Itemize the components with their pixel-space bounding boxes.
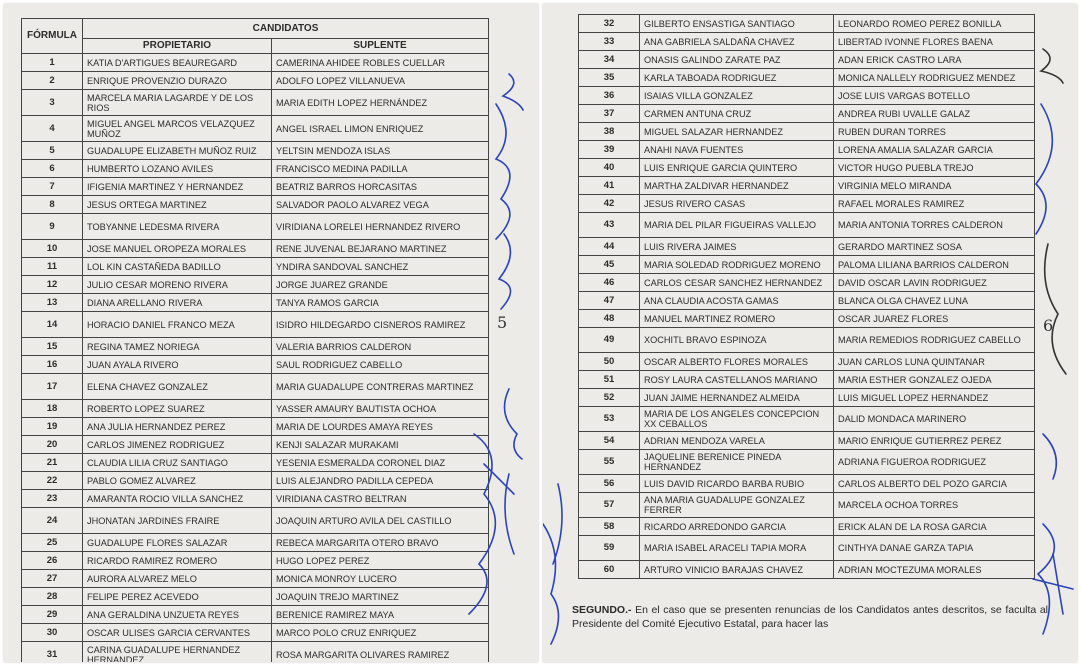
owner-name: ANA JULIA HERNANDEZ PEREZ — [83, 418, 272, 436]
substitute-name: MARIA GUADALUPE CONTRERAS MARTINEZ — [272, 374, 489, 400]
formula-number: 14 — [22, 312, 83, 338]
formula-number: 1 — [22, 54, 83, 72]
formula-number: 31 — [22, 642, 83, 663]
owner-name: AMARANTA ROCIO VILLA SANCHEZ — [83, 490, 272, 508]
substitute-name: TANYA RAMOS GARCIA — [272, 294, 489, 312]
substitute-name: ROSA MARGARITA OLIVARES RAMIREZ — [272, 642, 489, 663]
substitute-name: LIBERTAD IVONNE FLORES BAENA — [834, 33, 1035, 51]
substitute-name: RENE JUVENAL BEJARANO MARTINEZ — [272, 240, 489, 258]
owner-name: KATIA D'ARTIGUES BEAUREGARD — [83, 54, 272, 72]
substitute-name: JOAQUIN TREJO MARTINEZ — [272, 588, 489, 606]
substitute-name: MARIA DE LOURDES AMAYA REYES — [272, 418, 489, 436]
formula-number: 48 — [579, 310, 640, 328]
owner-name: CARLOS CESAR SANCHEZ HERNANDEZ — [640, 274, 834, 292]
substitute-name: JORGE JUAREZ GRANDE — [272, 276, 489, 294]
owner-name: FELIPE PEREZ ACEVEDO — [83, 588, 272, 606]
substitute-name: CINTHYA DANAE GARZA TAPIA — [834, 536, 1035, 561]
formula-number: 33 — [579, 33, 640, 51]
substitute-name: ADRIAN MOCTEZUMA MORALES — [834, 561, 1035, 579]
owner-name: MIGUEL SALAZAR HERNANDEZ — [640, 123, 834, 141]
owner-name: MARIA DE LOS ANGELES CONCEPCION XX CEBALLOS — [640, 407, 834, 432]
page-number: 6 — [1043, 316, 1054, 335]
formula-number: 26 — [22, 552, 83, 570]
substitute-name: ERICK ALAN DE LA ROSA GARCIA — [834, 518, 1035, 536]
formula-number: 22 — [22, 472, 83, 490]
formula-number: 13 — [22, 294, 83, 312]
substitute-name: PALOMA LILIANA BARRIOS CALDERON — [834, 256, 1035, 274]
formula-number: 6 — [22, 160, 83, 178]
substitute-name: JOAQUIN ARTURO AVILA DEL CASTILLO — [272, 508, 489, 534]
owner-name: MARIA DEL PILAR FIGUEIRAS VALLEJO — [640, 213, 834, 238]
owner-name: MARCELA MARIA LAGARDE Y DE LOS RIOS — [83, 90, 272, 116]
substitute-name: SALVADOR PAOLO ALVAREZ VEGA — [272, 196, 489, 214]
formula-number: 57 — [579, 493, 640, 518]
formula-number: 45 — [579, 256, 640, 274]
formula-number: 34 — [579, 51, 640, 69]
formula-number: 58 — [579, 518, 640, 536]
formula-number: 21 — [22, 454, 83, 472]
owner-name: MARIA ISABEL ARACELI TAPIA MORA — [640, 536, 834, 561]
owner-name: ENRIQUE PROVENZIO DURAZO — [83, 72, 272, 90]
formula-number: 7 — [22, 178, 83, 196]
owner-name: CARMEN ANTUNA CRUZ — [640, 105, 834, 123]
owner-name: CARLOS JIMENEZ RODRIGUEZ — [83, 436, 272, 454]
substitute-name: MONICA NALLELY RODRIGUEZ MENDEZ — [834, 69, 1035, 87]
formula-number: 54 — [579, 432, 640, 450]
substitute-name: ANGEL ISRAEL LIMON ENRIQUEZ — [272, 116, 489, 142]
owner-name: RICARDO ARREDONDO GARCIA — [640, 518, 834, 536]
formula-number: 17 — [22, 374, 83, 400]
formula-number: 3 — [22, 90, 83, 116]
formula-number: 20 — [22, 436, 83, 454]
substitute-name: JOSE LUIS VARGAS BOTELLO — [834, 87, 1035, 105]
owner-name: GUADALUPE ELIZABETH MUÑOZ RUIZ — [83, 142, 272, 160]
substitute-name: YASSER AMAURY BAUTISTA OCHOA — [272, 400, 489, 418]
formula-number: 27 — [22, 570, 83, 588]
owner-name: JAQUELINE BERENICE PINEDA HERNANDEZ — [640, 450, 834, 475]
substitute-name: VIRIDIANA CASTRO BELTRAN — [272, 490, 489, 508]
formula-number: 41 — [579, 177, 640, 195]
owner-name: DIANA ARELLANO RIVERA — [83, 294, 272, 312]
substitute-name: RUBEN DURAN TORRES — [834, 123, 1035, 141]
owner-name: ISAIAS VILLA GONZALEZ — [640, 87, 834, 105]
substitute-name: SAUL RODRIGUEZ CABELLO — [272, 356, 489, 374]
owner-name: OSCAR ULISES GARCIA CERVANTES — [83, 624, 272, 642]
formula-number: 35 — [579, 69, 640, 87]
substitute-name: ADRIANA FIGUEROA RODRIGUEZ — [834, 450, 1035, 475]
substitute-name: MARIO ENRIQUE GUTIERREZ PEREZ — [834, 432, 1035, 450]
substitute-name: MARIA ESTHER GONZALEZ OJEDA — [834, 371, 1035, 389]
owner-name: GUADALUPE FLORES SALAZAR — [83, 534, 272, 552]
formula-number: 2 — [22, 72, 83, 90]
formula-number: 43 — [579, 213, 640, 238]
owner-name: ROSY LAURA CASTELLANOS MARIANO — [640, 371, 834, 389]
formula-number: 18 — [22, 400, 83, 418]
formula-number: 50 — [579, 353, 640, 371]
substitute-name: ANDREA RUBI UVALLE GALAZ — [834, 105, 1035, 123]
owner-name: JUAN AYALA RIVERO — [83, 356, 272, 374]
document-page-right — [543, 4, 1077, 662]
substitute-name: VIRIDIANA LORELEI HERNANDEZ RIVERO — [272, 214, 489, 240]
formula-number: 44 — [579, 238, 640, 256]
footer-label: SEGUNDO.- — [572, 604, 632, 616]
owner-name: ADRIAN MENDOZA VARELA — [640, 432, 834, 450]
owner-name: MIGUEL ANGEL MARCOS VELAZQUEZ MUÑOZ — [83, 116, 272, 142]
owner-name: JOSE MANUEL OROPEZA MORALES — [83, 240, 272, 258]
substitute-name: REBECA MARGARITA OTERO BRAVO — [272, 534, 489, 552]
substitute-name: MARCELA OCHOA TORRES — [834, 493, 1035, 518]
owner-name: XOCHITL BRAVO ESPINOZA — [640, 328, 834, 353]
header-substitute: SUPLENTE — [272, 39, 489, 54]
owner-name: JHONATAN JARDINES FRAIRE — [83, 508, 272, 534]
owner-name: CARINA GUADALUPE HERNANDEZ HERNANDEZ — [83, 642, 272, 663]
owner-name: RICARDO RAMIREZ ROMERO — [83, 552, 272, 570]
substitute-name: YNDIRA SANDOVAL SANCHEZ — [272, 258, 489, 276]
formula-number: 28 — [22, 588, 83, 606]
owner-name: JULIO CESAR MORENO RIVERA — [83, 276, 272, 294]
substitute-name: CAMERINA AHIDEE ROBLES CUELLAR — [272, 54, 489, 72]
formula-number: 40 — [579, 159, 640, 177]
substitute-name: LUIS MIGUEL LOPEZ HERNANDEZ — [834, 389, 1035, 407]
substitute-name: VIRGINIA MELO MIRANDA — [834, 177, 1035, 195]
document-page-left — [4, 4, 538, 662]
substitute-name: BLANCA OLGA CHAVEZ LUNA — [834, 292, 1035, 310]
substitute-name: BERENICE RAMIREZ MAYA — [272, 606, 489, 624]
substitute-name: CARLOS ALBERTO DEL POZO GARCIA — [834, 475, 1035, 493]
formula-number: 16 — [22, 356, 83, 374]
substitute-name: JUAN CARLOS LUNA QUINTANAR — [834, 353, 1035, 371]
formula-number: 38 — [579, 123, 640, 141]
formula-number: 29 — [22, 606, 83, 624]
owner-name: ANAHI NAVA FUENTES — [640, 141, 834, 159]
owner-name: MANUEL MARTINEZ ROMERO — [640, 310, 834, 328]
formula-number: 56 — [579, 475, 640, 493]
owner-name: REGINA TAMEZ NORIEGA — [83, 338, 272, 356]
substitute-name: MARIA EDITH LOPEZ HERNÁNDEZ — [272, 90, 489, 116]
owner-name: ANA GABRIELA SALDAÑA CHAVEZ — [640, 33, 834, 51]
substitute-name: BEATRIZ BARROS HORCASITAS — [272, 178, 489, 196]
formula-number: 37 — [579, 105, 640, 123]
substitute-name: FRANCISCO MEDINA PADILLA — [272, 160, 489, 178]
formula-number: 46 — [579, 274, 640, 292]
formula-number: 10 — [22, 240, 83, 258]
formula-number: 25 — [22, 534, 83, 552]
owner-name: LOL KIN CASTAÑEDA BADILLO — [83, 258, 272, 276]
owner-name: KARLA TABOADA RODRIGUEZ — [640, 69, 834, 87]
owner-name: MARTHA ZALDIVAR HERNANDEZ — [640, 177, 834, 195]
owner-name: MARIA SOLEDAD RODRIGUEZ MORENO — [640, 256, 834, 274]
formula-number: 24 — [22, 508, 83, 534]
owner-name: JESUS RIVERO CASAS — [640, 195, 834, 213]
formula-number: 19 — [22, 418, 83, 436]
formula-number: 39 — [579, 141, 640, 159]
footer-text: En el caso que se presenten renuncias de los Candidatos antes descritos, se faculta al Presidente del Comité Ejecutivo Estatal, para hacer las — [572, 604, 1048, 630]
formula-number: 5 — [22, 142, 83, 160]
formula-number: 11 — [22, 258, 83, 276]
owner-name: LUIS DAVID RICARDO BARBA RUBIO — [640, 475, 834, 493]
owner-name: OSCAR ALBERTO FLORES MORALES — [640, 353, 834, 371]
formula-number: 9 — [22, 214, 83, 240]
formula-number: 51 — [579, 371, 640, 389]
owner-name: ANA MARIA GUADALUPE GONZALEZ FERRER — [640, 493, 834, 518]
owner-name: ANA CLAUDIA ACOSTA GAMAS — [640, 292, 834, 310]
substitute-name: HUGO LOPEZ PEREZ — [272, 552, 489, 570]
formula-number: 53 — [579, 407, 640, 432]
formula-number: 8 — [22, 196, 83, 214]
owner-name: ANA GERALDINA UNZUETA REYES — [83, 606, 272, 624]
formula-number: 23 — [22, 490, 83, 508]
owner-name: LUIS ENRIQUE GARCIA QUINTERO — [640, 159, 834, 177]
owner-name: HORACIO DANIEL FRANCO MEZA — [83, 312, 272, 338]
substitute-name: VICTOR HUGO PUEBLA TREJO — [834, 159, 1035, 177]
formula-number: 32 — [579, 15, 640, 33]
substitute-name: DAVID OSCAR LAVIN RODRIGUEZ — [834, 274, 1035, 292]
substitute-name: ADOLFO LOPEZ VILLANUEVA — [272, 72, 489, 90]
substitute-name: LUIS ALEJANDRO PADILLA CEPEDA — [272, 472, 489, 490]
owner-name: IFIGENIA MARTINEZ Y HERNANDEZ — [83, 178, 272, 196]
owner-name: CLAUDIA LILIA CRUZ SANTIAGO — [83, 454, 272, 472]
page-number: 5 — [497, 313, 508, 332]
owner-name: TOBYANNE LEDESMA RIVERA — [83, 214, 272, 240]
owner-name: GILBERTO ENSASTIGA SANTIAGO — [640, 15, 834, 33]
substitute-name: DALID MONDACA MARINERO — [834, 407, 1035, 432]
owner-name: ARTURO VINICIO BARAJAS CHAVEZ — [640, 561, 834, 579]
substitute-name: VALERIA BARRIOS CALDERON — [272, 338, 489, 356]
formula-number: 60 — [579, 561, 640, 579]
substitute-name: YELTSIN MENDOZA ISLAS — [272, 142, 489, 160]
substitute-name: MARIA ANTONIA TORRES CALDERON — [834, 213, 1035, 238]
substitute-name: ISIDRO HILDEGARDO CISNEROS RAMIREZ — [272, 312, 489, 338]
formula-number: 12 — [22, 276, 83, 294]
owner-name: AURORA ALVAREZ MELO — [83, 570, 272, 588]
formula-number: 47 — [579, 292, 640, 310]
owner-name: PABLO GOMEZ ALVAREZ — [83, 472, 272, 490]
formula-number: 59 — [579, 536, 640, 561]
substitute-name: RAFAEL MORALES RAMIREZ — [834, 195, 1035, 213]
formula-number: 49 — [579, 328, 640, 353]
handwritten-signatures-right — [543, 4, 1077, 662]
substitute-name: LEONARDO ROMEO PEREZ BONILLA — [834, 15, 1035, 33]
formula-number: 4 — [22, 116, 83, 142]
formula-number: 30 — [22, 624, 83, 642]
substitute-name: KENJI SALAZAR MURAKAMI — [272, 436, 489, 454]
owner-name: ROBERTO LOPEZ SUAREZ — [83, 400, 272, 418]
substitute-name: MARIA REMEDIOS RODRIGUEZ CABELLO — [834, 328, 1035, 353]
substitute-name: LORENA AMALIA SALAZAR GARCIA — [834, 141, 1035, 159]
formula-number: 15 — [22, 338, 83, 356]
owner-name: JESUS ORTEGA MARTINEZ — [83, 196, 272, 214]
owner-name: HUMBERTO LOZANO AVILES — [83, 160, 272, 178]
header-formula: FÓRMULA — [22, 19, 83, 54]
owner-name: LUIS RIVERA JAIMES — [640, 238, 834, 256]
formula-number: 42 — [579, 195, 640, 213]
formula-number: 36 — [579, 87, 640, 105]
formula-number: 52 — [579, 389, 640, 407]
substitute-name: MONICA MONROY LUCERO — [272, 570, 489, 588]
substitute-name: GERARDO MARTINEZ SOSA — [834, 238, 1035, 256]
header-owner: PROPIETARIO — [83, 39, 272, 54]
owner-name: ONASIS GALINDO ZARATE PAZ — [640, 51, 834, 69]
owner-name: ELENA CHAVEZ GONZALEZ — [83, 374, 272, 400]
owner-name: JUAN JAIME HERNANDEZ ALMEIDA — [640, 389, 834, 407]
header-candidates: CANDIDATOS — [83, 19, 489, 39]
substitute-name: ADAN ERICK CASTRO LARA — [834, 51, 1035, 69]
substitute-name: MARCO POLO CRUZ ENRIQUEZ — [272, 624, 489, 642]
substitute-name: OSCAR JUAREZ FLORES — [834, 310, 1035, 328]
handwritten-signatures-left — [4, 4, 538, 662]
formula-number: 55 — [579, 450, 640, 475]
substitute-name: YESENIA ESMERALDA CORONEL DIAZ — [272, 454, 489, 472]
